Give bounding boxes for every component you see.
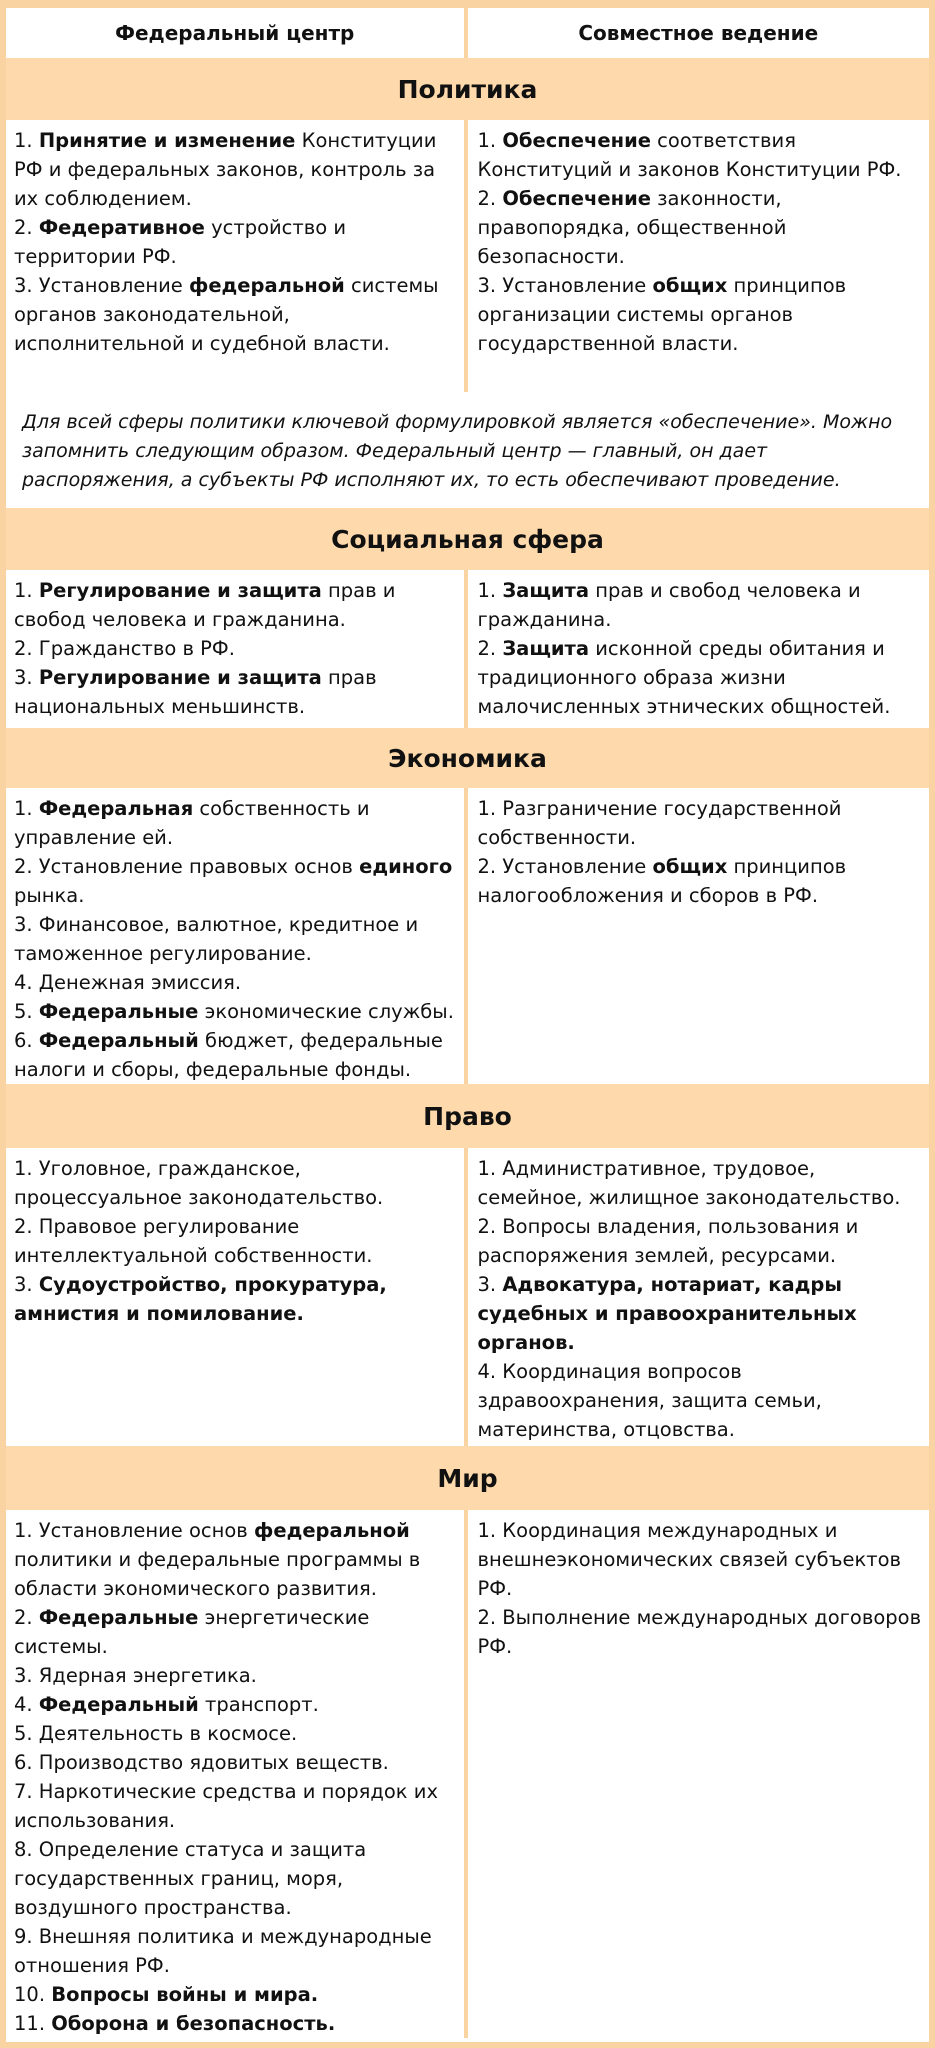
text: 6. Производство ядовитых веществ. [14, 1751, 389, 1774]
list-item [14, 1516, 458, 1603]
text: 1. [14, 129, 39, 152]
section-title: Социальная сфера [6, 508, 929, 570]
bold-text: Регулирование и защита [38, 579, 322, 602]
list-item [478, 576, 924, 634]
bold-text: Судоустройство, прокуратура, амнистия и помилование. [14, 1273, 387, 1325]
section-content [6, 1510, 929, 2038]
list-item [478, 852, 924, 910]
bold-text: Регулирование и защита [38, 666, 322, 689]
text: 3. Финансовое, валютное, кредитное и таможенное регулирование. [14, 913, 419, 965]
list-item [14, 910, 458, 968]
text: системы органов законодательной, исполнительной и судебной власти. [14, 274, 439, 355]
list-item [14, 1777, 458, 1835]
text: 1. Административное, трудовое, семейное, жилищное законодательство. [477, 1157, 901, 1209]
text: транспорт. [198, 1693, 319, 1716]
text: Конституции РФ и федеральных законов, контроль за их соблюдением. [14, 129, 437, 210]
section-content [6, 570, 929, 728]
text: 1. [477, 579, 503, 602]
text: рынка. [14, 884, 85, 907]
text: 2. [477, 187, 503, 210]
text: экономические службы. [198, 1000, 454, 1023]
list-item [14, 663, 458, 721]
list-item [14, 271, 458, 358]
text: политики и федеральные программы в области экономического развития. [14, 1548, 421, 1600]
bold-text: федеральной [188, 274, 345, 297]
text: 3. Ядерная энергетика. [14, 1664, 257, 1687]
federal-center-cell [6, 1510, 468, 2038]
text: 3. Установление [477, 274, 653, 297]
text: исконной среды обитания и традиционного образа жизни малочисленных этнических общностей. [477, 637, 891, 718]
bold-text: Принятие и изменение [38, 129, 296, 152]
list-item [14, 1719, 458, 1748]
text: 9. Внешняя политика и международные отношения РФ. [14, 1925, 432, 1977]
joint-jurisdiction-cell [468, 120, 930, 392]
text: устройство и территории РФ. [14, 216, 347, 268]
text: 4. [14, 1693, 39, 1716]
bold-text: Федеральная [38, 797, 194, 820]
list-item [14, 997, 458, 1026]
text: 2. Вопросы владения, пользования и распоряжения землей, ресурсами. [477, 1215, 859, 1267]
bold-text: Вопросы войны и мира. [51, 1983, 319, 2006]
bold-text: общих [652, 274, 728, 297]
list-item [14, 1212, 458, 1270]
list-item [478, 126, 924, 184]
table-header [6, 8, 929, 58]
bold-text: Адвокатура, нотариат, кадры судебных и правоохранительных органов. [477, 1273, 857, 1354]
federal-center-cell [6, 120, 468, 392]
text: 1. Координация международных и внешнеэкономических связей субъектов РФ. [477, 1519, 902, 1600]
text: 1. Установление основ [14, 1519, 254, 1542]
text: 4. Денежная эмиссия. [14, 971, 242, 994]
list-item [478, 1270, 924, 1357]
text: прав национальных меньшинств. [14, 666, 377, 718]
section-title: Политика [6, 58, 929, 120]
list-item [478, 1212, 924, 1270]
text: 3. Установление [14, 274, 189, 297]
bold-text: Обеспечение [502, 129, 651, 152]
text: 11. [14, 2012, 52, 2035]
bold-text: Федеральные [38, 1000, 199, 1023]
bold-text: Защита [502, 637, 590, 660]
header-joint-jurisdiction: Совместное ведение [578, 21, 819, 45]
list-item [14, 968, 458, 997]
list-item [14, 1690, 458, 1719]
list-item [478, 794, 924, 852]
text: 10. [14, 1983, 52, 2006]
text: 1. Разграничение государственной собственности. [477, 797, 842, 849]
text: 2. [477, 637, 503, 660]
text: 5. Деятельность в космосе. [14, 1722, 298, 1745]
section-content [6, 1148, 929, 1446]
joint-jurisdiction-cell [468, 788, 930, 1084]
federal-center-cell [6, 1148, 468, 1446]
list-item [14, 1980, 458, 2009]
list-item [478, 271, 924, 358]
text: 6. [14, 1029, 39, 1052]
list-item [14, 1922, 458, 1980]
list-item [14, 1026, 458, 1084]
text: 2. Гражданство в РФ. [14, 637, 235, 660]
text: 1. [477, 129, 503, 152]
text: 3. [14, 666, 39, 689]
list-item [478, 1357, 924, 1444]
text: 3. [477, 1273, 503, 1296]
text: 8. Определение статуса и защита государственных границ, моря, воздушного пространства. [14, 1838, 367, 1919]
text: 1. Уголовное, гражданское, процессуальное законодательство. [14, 1157, 384, 1209]
bold-text: Оборона и безопасность. [51, 2012, 336, 2035]
text: принципов налогообложения и сборов в РФ. [477, 855, 847, 907]
header-federal-center: Федеральный центр [6, 8, 468, 58]
bold-text: Федеральный [38, 1029, 199, 1052]
bold-text: Обеспечение [502, 187, 651, 210]
list-item [14, 794, 458, 852]
text: 2. Установление [477, 855, 653, 878]
section-content [6, 120, 929, 392]
section-note: Для всей сферы политики ключевой формулировкой является «обеспечение». Можно запомнить следующим образом. Федеральный центр — главный, он дает распоряжения, а субъекты РФ исполняют их, то есть обеспечивают проведение. [22, 411, 893, 491]
text: бюджет, федеральные налоги и сборы, федеральные фонды. [14, 1029, 443, 1081]
list-item [14, 1835, 458, 1922]
text: принципов организации системы органов государственной власти. [477, 274, 847, 355]
section-content [6, 788, 929, 1084]
joint-jurisdiction-cell [468, 570, 930, 728]
joint-jurisdiction-cell [468, 1148, 930, 1446]
section-title: Экономика [6, 728, 929, 788]
bold-text: Федеративное [38, 216, 205, 239]
list-item [478, 634, 924, 721]
bold-text: единого [359, 855, 453, 878]
list-item [14, 1661, 458, 1690]
list-item [478, 1516, 924, 1603]
text: законности, правопорядка, общественной безопасности. [477, 187, 787, 268]
list-item [14, 634, 458, 663]
federal-center-cell [6, 788, 468, 1084]
bold-text: Федеральный [38, 1693, 199, 1716]
text: 2. Установление правовых основ [14, 855, 360, 878]
text: 2. Правовое регулирование интеллектуальной собственности. [14, 1215, 373, 1267]
list-item [14, 1154, 458, 1212]
federal-center-cell [6, 570, 468, 728]
section-title: Мир [6, 1446, 929, 1510]
list-item [478, 1154, 924, 1212]
list-item [14, 852, 458, 910]
text: 5. [14, 1000, 39, 1023]
text: прав и свобод человека и гражданина. [477, 579, 861, 631]
text: энергетические системы. [14, 1606, 370, 1658]
list-item [14, 1270, 458, 1328]
text: прав и свобод человека и гражданина. [14, 579, 396, 631]
list-item [14, 213, 458, 271]
text: 7. Наркотические средства и порядок их использования. [14, 1780, 438, 1832]
text: 2. [14, 216, 39, 239]
list-item [478, 1603, 924, 1661]
list-item [14, 2009, 458, 2038]
text: 1. [14, 797, 39, 820]
bold-text: федеральной [254, 1519, 410, 1542]
section-title: Право [6, 1084, 929, 1148]
text: 3. [14, 1273, 39, 1296]
text: 1. [14, 579, 39, 602]
list-item [14, 576, 458, 634]
bold-text: Федеральные [38, 1606, 199, 1629]
list-item [14, 1603, 458, 1661]
bold-text: Защита [502, 579, 590, 602]
text: 2. [14, 1606, 39, 1629]
list-item [14, 126, 458, 213]
text: соответствия Конституций и законов Конституции РФ. [477, 129, 902, 181]
joint-jurisdiction-cell [468, 1510, 930, 2038]
text: 2. Выполнение международных договоров РФ. [477, 1606, 922, 1658]
list-item [14, 1748, 458, 1777]
bold-text: общих [652, 855, 728, 878]
text: собственность и управление ей. [14, 797, 370, 849]
list-item [478, 184, 924, 271]
text: 4. Координация вопросов здравоохранения, защита семьи, материнства, отцовства. [477, 1360, 822, 1441]
